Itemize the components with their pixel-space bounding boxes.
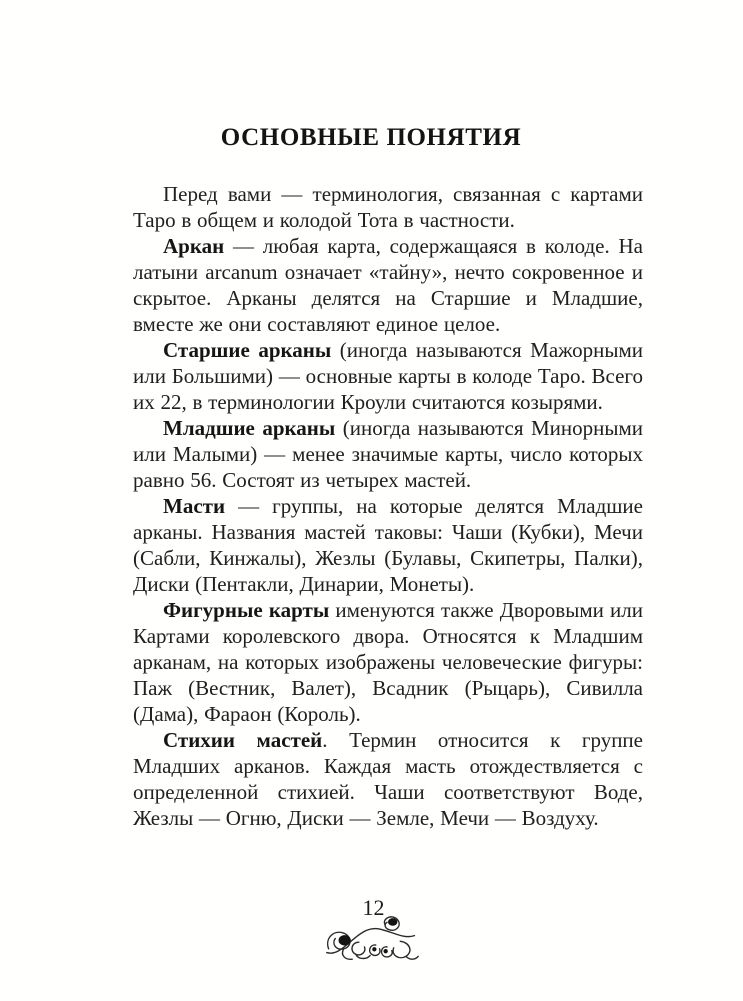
term-label: Масти (163, 494, 226, 518)
paragraph-mladshie-arkany (133, 415, 643, 493)
paragraph-text: — группы, на которые делятся Младшие арканы. Названия мастей таковы: Чаши (Кубки), Мечи (Сабли, Кинжалы), Жезлы (Булавы, Скипетры, Палки), Диски (Пентакли, Динарии, Монеты). (133, 494, 643, 596)
term-label: Фигурные карты (163, 598, 330, 622)
paragraph-stihii-mastej (133, 727, 643, 831)
paragraph-figurnye-karty (133, 597, 643, 727)
term-label: Стихии мастей (163, 728, 323, 752)
paragraph-text: . Термин относится к группе Младших арканов. Каждая масть отождествляется с определенной стихией. Чаши соответствуют Воде, Жезлы — Огню, Диски — Земле, Мечи — Воздуху. (133, 728, 643, 830)
page-number: 12 (362, 895, 385, 920)
paragraph-arkan (133, 233, 643, 337)
paragraph-text: Перед вами — терминология, связанная с картами Таро в общем и колодой Тота в частности. (133, 182, 643, 232)
paragraph-starshie-arkany (133, 337, 643, 415)
paragraph-masti (133, 493, 643, 597)
paragraph-text: (иногда называются Мажорными или Большими) — основные карты в колоде Таро. Всего их 22, в терминологии Кроули считаются козырями. (133, 338, 643, 414)
page-title: ОСНОВНЫЕ ПОНЯТИЯ (220, 124, 522, 151)
page-footer (0, 896, 743, 967)
body-text (133, 181, 643, 831)
paragraph-text: именуются также Дворовыми или Картами королевского двора. Относятся к Младшим арканам, на которых изображены человеческие фигуры: Паж (Вестник, Валет), Всадник (Рыцарь), Сивилла (Дама), Фараон (Король). (133, 598, 643, 726)
term-label: Старшие арканы (163, 338, 332, 362)
paragraph-text: (иногда называются Минорными или Малыми) — менее значимые карты, число которых равно 56. Состоят из четырех мастей. (133, 416, 643, 492)
flourish-ornament-icon (323, 913, 421, 962)
paragraph-intro (133, 181, 643, 233)
term-label: Аркан (163, 234, 225, 258)
term-label: Младшие арканы (163, 416, 336, 440)
paragraph-text: — любая карта, содержащаяся в колоде. На латыни arcanum означает «тайну», нечто сокровенное и скрытое. Арканы делятся на Старшие и Младшие, вместе же они составляют единое целое. (133, 234, 643, 336)
